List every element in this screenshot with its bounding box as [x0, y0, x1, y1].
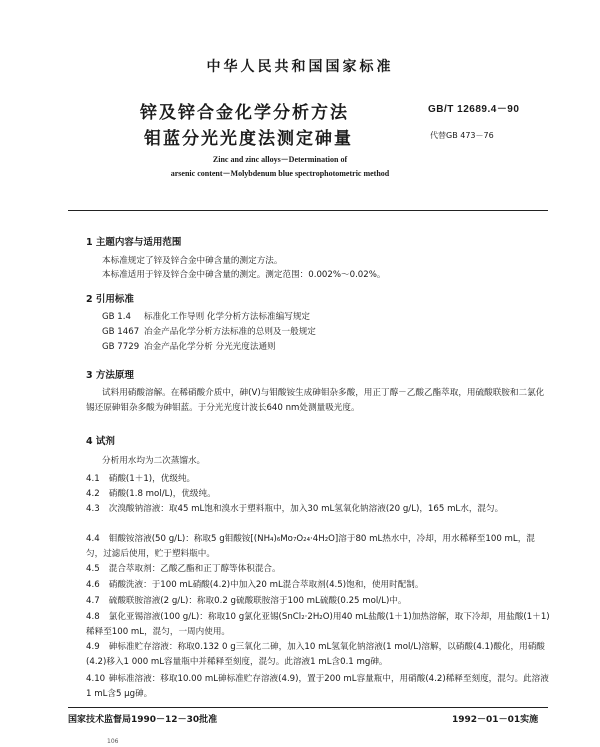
- reagent-num: 4.2: [86, 489, 100, 499]
- ref-item: [102, 340, 276, 354]
- english-title-line-2: arsenic content－Molybdenum blue spectrophotometric method: [170, 169, 390, 178]
- section-1-para-1: 本标准规定了锌及锌合金中砷含量的测定方法。: [102, 256, 283, 266]
- ref-code: GB 1.4: [102, 312, 131, 322]
- top-divider: [68, 210, 548, 211]
- section-2-heading: 2 引用标准: [86, 294, 134, 305]
- replaces-standard: 代替GB 473－76: [430, 131, 494, 140]
- title-line-2: 钼蓝分光光度法测定砷量: [144, 129, 353, 149]
- approval-date: 国家技术监督局1990－12－30批准: [68, 715, 218, 725]
- reagent-num: 4.8: [86, 612, 100, 622]
- reagent-text: 硝酸(1.8 mol/L)，优级纯。: [108, 489, 216, 499]
- ref-title: 标准化工作导则 化学分析方法标准编写规定: [144, 312, 311, 322]
- reagent-text: 混合萃取剂：乙酸乙酯和正丁醇等体积混合。: [108, 564, 281, 574]
- bottom-divider: [68, 707, 548, 708]
- reagent-item: [86, 578, 423, 592]
- ref-title: 冶金产品化学分析 分光光度法通则: [144, 342, 276, 352]
- ref-code: GB 1467: [102, 327, 140, 337]
- ref-item: [102, 310, 310, 324]
- title-line-1: 锌及锌合金化学分析方法: [140, 103, 349, 123]
- reagent-item: [86, 472, 195, 486]
- standard-number: GB/T 12689.4－90: [428, 104, 520, 115]
- ref-title: 冶金产品化学分析方法标准的总则及一般规定: [144, 327, 316, 337]
- reagent-item: [86, 672, 552, 702]
- reagent-text: 氯化亚锡溶液(100 g/L)：称取10 g氯化亚锡(SnCl₂·2H₂O)用40 mL盐酸(1＋1)加热溶解，取下冷却，用盐酸(1＋1)稀释至100 mL，混匀，一周内使用。: [86, 612, 550, 637]
- section-4-intro: 分析用水均为二次蒸馏水。: [102, 456, 206, 466]
- reagent-num: 4.5: [86, 564, 100, 574]
- english-title-line-1: Zinc and zinc alloys－Determination of: [212, 155, 348, 164]
- section-3-heading: 3 方法原理: [86, 370, 134, 381]
- reagent-text: 硝酸(1＋1)，优级纯。: [108, 474, 196, 484]
- reagent-num: 4.1: [86, 474, 100, 484]
- reagent-text: 砷标准溶液：移取10.00 mL砷标准贮存溶液(4.9)，置于200 mL容量瓶中，用硝酸(4.2)稀释至刻度，混匀。此溶液1 mL含5 μg砷。: [86, 674, 549, 699]
- section-4-heading: 4 试剂: [86, 436, 115, 447]
- reagent-num: 4.10: [86, 674, 106, 684]
- org-header: 中华人民共和国国家标准: [206, 59, 394, 75]
- section-3-body: 试料用硝酸溶解。在稀硝酸介质中，砷(V)与钼酸铵生成砷钼杂多酸，用正丁醇－乙酸乙酯萃取，用硫酸联胺和二氯化锡还原砷钼杂多酸为砷钼蓝。于分光光度计波长640 nm处测量吸光度。: [86, 388, 545, 413]
- reagent-item: [86, 532, 552, 562]
- page-number: 106: [107, 738, 119, 745]
- effective-date: 1992－01－01实施: [452, 715, 539, 725]
- ref-item: [102, 325, 316, 339]
- section-1-para-2: 本标准适用于锌及锌合金中砷含量的测定。测定范围：0.002%～0.02%。: [102, 270, 386, 280]
- reagent-num: 4.3: [86, 504, 100, 514]
- reagent-text: 砷标准贮存溶液：称取0.132 0 g三氧化二砷，加入10 mL氢氧化钠溶液(1 mol/L)溶解，以硝酸(4.1)酸化，用硝酸(4.2)移入1 000 mL容量瓶中并稀释至刻度，混匀。此溶液1 mL含0.1 mg砷。: [86, 642, 545, 667]
- reagent-text: 硝酸洗液：于100 mL硝酸(4.2)中加入20 mL混合萃取剂(4.5)饱和，使用时配制。: [108, 580, 424, 590]
- reagent-num: 4.4: [86, 534, 100, 544]
- reagent-item: [86, 502, 552, 517]
- reagent-item: [86, 594, 406, 608]
- section-1-heading: 1 主题内容与适用范围: [86, 237, 182, 248]
- reagent-item: [86, 562, 281, 576]
- reagent-text: 硫酸联胺溶液(2 g/L)：称取0.2 g硫酸联胺溶于100 mL硫酸(0.25 mol/L)中。: [108, 596, 407, 606]
- reagent-item: [86, 640, 552, 670]
- reagent-num: 4.9: [86, 642, 100, 652]
- reagent-num: 4.7: [86, 596, 100, 606]
- reagent-text: 钼酸铵溶液(50 g/L)：称取5 g钼酸铵[(NH₄)₆Mo₇O₂₄·4H₂O]溶于80 mL热水中，冷却，用水稀释至100 mL，混匀，过滤后使用，贮于塑料瓶中。: [86, 534, 535, 559]
- ref-code: GB 7729: [102, 342, 140, 352]
- reagent-item: [86, 487, 216, 501]
- reagent-num: 4.6: [86, 580, 100, 590]
- reagent-text: 次溴酸钠溶液：取45 mL饱和溴水于塑料瓶中，加入30 mL氢氧化钠溶液(20 g/L)，165 mL水，混匀。: [108, 504, 504, 514]
- reagent-item: [86, 610, 552, 640]
